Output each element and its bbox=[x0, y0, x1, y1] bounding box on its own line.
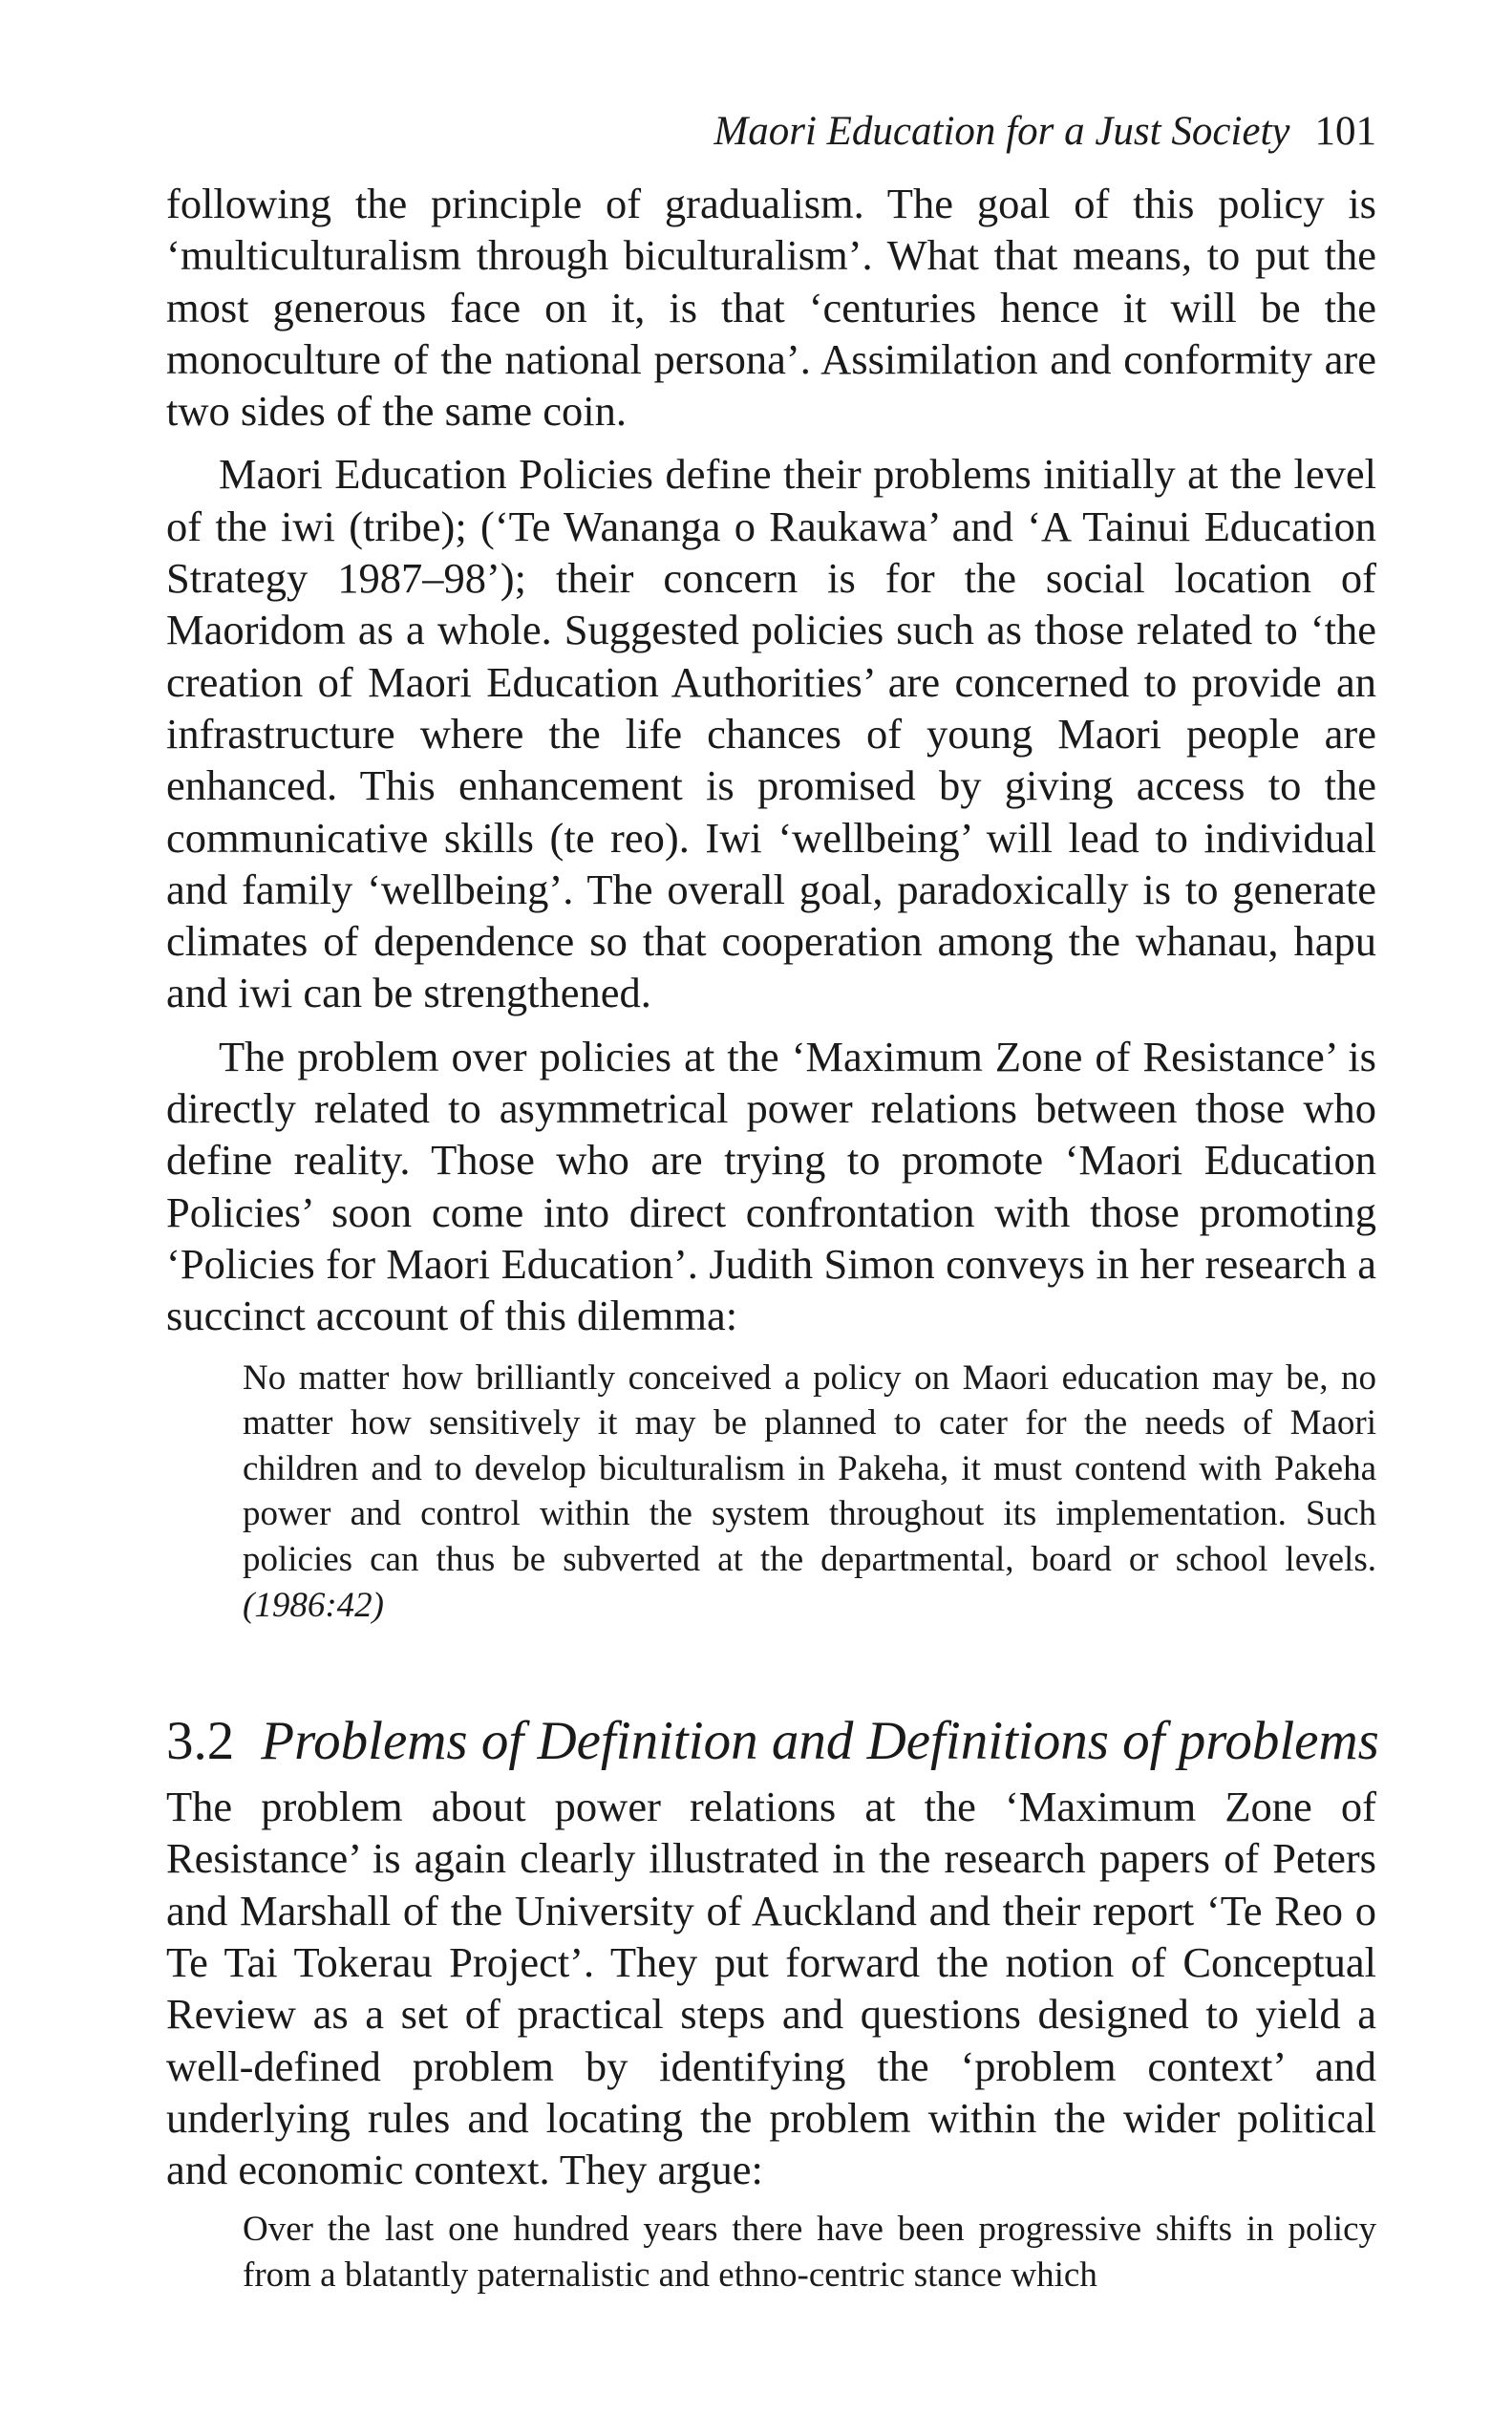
paragraph-maori-education-policies: Maori Education Policies define their problems initially at the level of the iwi (tribe); (‘Te Wananga o Raukawa’ and ‘A Tainui Education Strategy 1987–98’); their concern is for the social location of Maoridom as a whole. Suggested policies such as those related to ‘the creation of Maori Education Authorities’ are concerned to provide an infrastructure where the life chances of young Maori people are enhanced. This enhancement is promised by giving access to the communicative skills (te reo). Iwi ‘wellbeing’ will lead to individual and family ‘wellbeing’. The overall goal, paradoxically is to generate climates of dependence so that cooperation among the whanau, hapu and iwi can be strengthened. bbox=[166, 450, 1376, 1017]
quote-text: No matter how brilliantly conceived a policy on Maori education may be, no matter how sensitively it may be planned to cater for the needs of Maori children and to develop biculturalism in Pakeha, it must contend with Pakeha power and control within the system throughout its implementation. Such policies can thus be subverted at the departmental, board or school levels. bbox=[243, 1357, 1376, 1579]
block-quote-simon bbox=[243, 1356, 1376, 1629]
section-heading bbox=[166, 1708, 1379, 1775]
book-page bbox=[166, 105, 1379, 2298]
paragraph-gradualism: following the principle of gradualism. The goal of this policy is ‘multiculturalism through biculturalism’. What that means, to put the most generous face on it, is that ‘centuries hence it will be the monoculture of the national persona’. Assimilation and conformity are two sides of the same coin. bbox=[166, 180, 1376, 436]
running-head bbox=[166, 105, 1376, 159]
running-head-title: Maori Education for a Just Society bbox=[713, 109, 1290, 154]
page-number: 101 bbox=[1314, 109, 1376, 154]
paragraph-maximum-zone-resistance: The problem over policies at the ‘Maximum Zone of Resistance’ is directly related to asymmetrical power relations between those who define reality. Those who are trying to promote ‘Maori Education Policies’ soon come into direct confrontation with those promoting ‘Policies for Maori Education’. Judith Simon conveys in her research a succinct account of this dilemma: bbox=[166, 1032, 1376, 1340]
quote-citation: (1986:42) bbox=[243, 1585, 384, 1625]
section-number: 3.2 bbox=[166, 1711, 235, 1772]
section-title: Problems of Definition and Definitions of problems bbox=[261, 1711, 1379, 1772]
quote-text-2: Over the last one hundred years there have been progressive shifts in policy from a blatantly paternalistic and ethno-centric stance which bbox=[243, 2210, 1376, 2296]
paragraph-power-relations: The problem about power relations at the ‘Maximum Zone of Resistance’ is again clearly illustrated in the research papers of Peters and Marshall of the University of Auckland and their report ‘Te Reo o Te Tai Tokerau Project’. They put forward the notion of Conceptual Review as a set of practical steps and questions designed to yield a well-defined problem by identifying the ‘problem context’ and underlying rules and locating the problem within the wider political and economic context. They argue: bbox=[166, 1783, 1376, 2194]
block-quote-peters-marshall bbox=[243, 2207, 1376, 2297]
